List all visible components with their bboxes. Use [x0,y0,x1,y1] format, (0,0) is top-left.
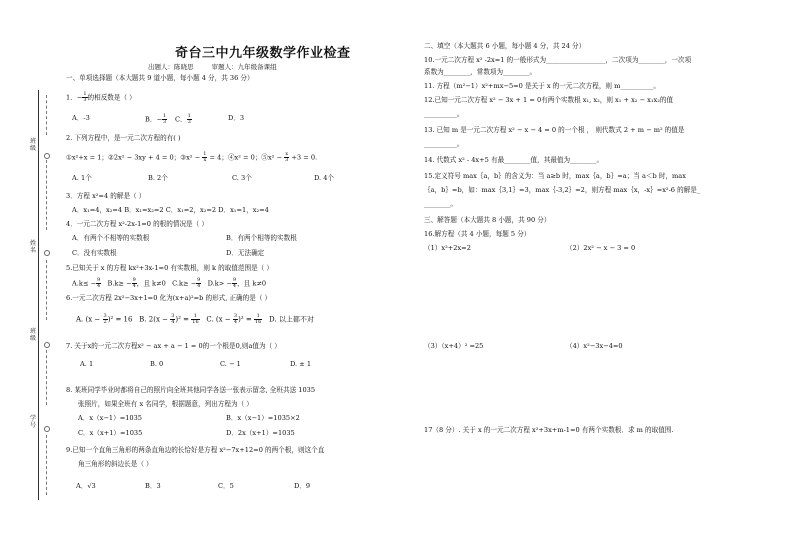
question-8-option-d: D．2x（x+1）=1035 [226,429,295,437]
question-3: 3．方程 x²=4 的解是（ ） [66,192,146,200]
question-16-1: （1）x²+2x=2 [424,244,471,252]
section-1-heading: 一、单项选择题（本大题共 9 道小题，每小题 4 分，共 36 分） [66,74,254,82]
binding-dash [46,160,47,230]
question-12-line-2: __________。 [424,110,464,118]
binding-label-name: 姓名 [30,240,37,254]
question-11: 11. 方程（m²−1）x²+mx−5=0 是关于 x 的一元二次方程，则 m__________。 [424,82,660,90]
question-2-option-d: D. 4个 [314,174,335,182]
question-9-line-2: 角三角形的斜边长是（ ） [78,460,153,468]
question-2-equations: ①x²+x = 1；②2x² − 3xy + 4 = 0；③x² − $\frac{1}{x}$ = 4；④x² = 0；⑤x² − $\frac{x}{3}$ +3 = 0. [66,151,318,163]
question-7-option-c: C. − 1 [220,360,241,368]
question-4-option-d: D．无法确定 [226,249,265,257]
question-14: 14. 代数式 x² - 4x+5 有最________值，其最值为________。 [424,156,604,164]
question-8-line-2: 张照片，如果全班有 x 名同学，根据题意，列出方程为（ ） [78,400,253,408]
question-16-4: （4）x²−3x−4=0 [566,342,623,350]
question-3-options: A．x₁=4，x₂=4 B．x₁=x₂=2 C．x₁=2，x₂=2 D．x₁=1，x₂=4 [72,206,269,214]
exam-subtitle [148,62,368,71]
question-7: 7. 关于x的一元二次方程x² − ax + a − 1 = 0的一个根是0,则a值为（ ） [66,342,281,350]
question-9-option-c: C．5 [218,482,234,490]
question-8-option-a: A．x（x−1）=1035 [78,414,143,422]
section-2-heading: 二、填空（本大题共 6 小题，每小题 4 分，共 24 分） [424,42,586,50]
binding-line [38,90,39,500]
author-label: 出题人：陈晓思 [148,63,194,71]
question-17: 17（8 分）. 关于 x 的一元二次方程 x²+3x+m-1=0 有两个实数根．求 m 的取值围. [424,426,674,434]
binding-hole [44,342,50,348]
question-4-option-b: B．有两个相等的实数根 [226,234,297,242]
binding-label-class-2: 班级 [30,328,37,342]
question-1: 1．− $\frac{1}{3}$ 的相反数是（ ） [66,91,136,103]
question-7-option-b: B. 0 [150,360,164,368]
binding-dash [46,435,47,495]
question-7-option-d: D. ± 1 [290,360,312,368]
question-9-option-a: A．√3 [76,482,96,490]
question-1-option-d: D．3 [228,114,245,122]
section-3-heading: 三、解答题（本大题共 8 小题，共 90 分） [424,216,551,224]
question-6-options: A. (x − $\frac{3}{2}$ )² = 16 B. 2(x − $\frac{3}{4}$ )² = $\frac{1}{16}$ C. (x − $\frac{3}{4}$ )² = $\frac{1}{16}$ D. 以上都不对 [76,313,314,325]
question-1-option-b: B．− $\frac{1}{3}$ [145,113,167,125]
question-8: 8. 某班同学毕业时都将自己的照片向全班其他同学各送一张表示留念, 全班共送 1035 [66,386,316,394]
question-9-option-d: D．9 [294,482,311,490]
question-8-option-c: C．x（x+1）=1035 [78,429,143,437]
question-4-option-a: A．有两个不相等的实数根 [72,234,150,242]
question-4-option-c: C．没有实数根 [72,249,117,257]
question-2: 2. 下列方程中，是一元二次方程的有( ) [66,134,181,142]
binding-hole [44,153,50,159]
question-5-options: A.k≤ − $\frac{9}{4}$ B.k≥ − $\frac{9}{4}$ ，且 k≠0 C.k≥ − $\frac{9}{4}$ D.k> − $\frac{9}{4}$ ，且 k≠0 [72,277,267,289]
question-13-line-2: __________。 [424,140,464,148]
question-1-option-c: C． $\frac{1}{3}$ [175,113,191,125]
binding-dash [46,95,47,135]
question-2-option-c: C. 3个 [232,174,252,182]
question-9-option-b: B．3 [145,482,161,490]
reviewer-label: 审题人：九年级备课组 [211,63,277,71]
question-16-2: （2）2x² − x − 3 = 0 [566,244,636,252]
question-15: 15.定义符号 max｛a，b｝的含义为：当 a≥b 时，max｛a，b｝=a；当 a＜b 时，max [424,172,686,180]
question-10: 10.一元二次方程 x² -2x=1 的一般形式为__________________，二次项为________，一次项 [424,56,692,64]
question-12: 12.已知一元二次方程 x² − 3x + 1 = 0有两个实数根 x₁, x₂，则 x₁ + x₂ − x₁x₂的值 [424,96,674,104]
question-10-line-2: 系数为________，常数项为________。 [424,68,537,76]
binding-label-class: 班级 [30,138,37,152]
question-16-3: （3）（x+4）² =25 [424,342,484,350]
exam-title: 奇台三中九年级数学作业检查 [175,46,351,61]
question-2-option-b: B. 2个 [148,174,168,182]
binding-dash [46,350,47,405]
question-13: 13. 已知 m 是一元二次方程 x² − x − 4 = 0 的一个根 ， 则代数式 2 + m − m² 的值是 [424,126,685,134]
binding-hole [44,250,50,256]
question-5: 5.已知关于 x 的方程 kx²+3x-1=0 有实数根，则 k 的取值范围是（ ） [66,264,273,272]
question-16: 16.解方程（共 4 小题，每题 5 分） [424,230,531,238]
question-9: 9.已知一个直角三角形的两条直角边的长恰好是方程 x²−7x+12=0 的两个根，则这个直 [66,446,325,454]
question-15-line-2: ｛a，b｝=b，如：max｛3,1｝=3，max｛-3,2｝=2，则方程 max｛x，-x｝=x²-6 的解是_ [424,186,701,194]
question-4: 4．一元二次方程 x²-2x-1=0 的根的情况是（ ） [66,220,208,228]
question-15-line-3: ________。 [424,200,457,208]
binding-label-number: 学号 [30,415,37,429]
binding-dash [46,260,47,320]
question-8-option-b: B．x（x−1）=1035×2 [226,414,300,422]
question-1-option-a: A．-3 [72,114,90,122]
question-7-option-a: A. 1 [80,360,94,368]
question-6: 6.一元二次方程 2x²−3x+1=0 化为(x+a)²=b 的形式, 正确的是（ ） [66,294,272,302]
binding-strip [0,60,60,460]
binding-hole [44,426,50,432]
question-2-option-a: A. 1个 [72,174,92,182]
